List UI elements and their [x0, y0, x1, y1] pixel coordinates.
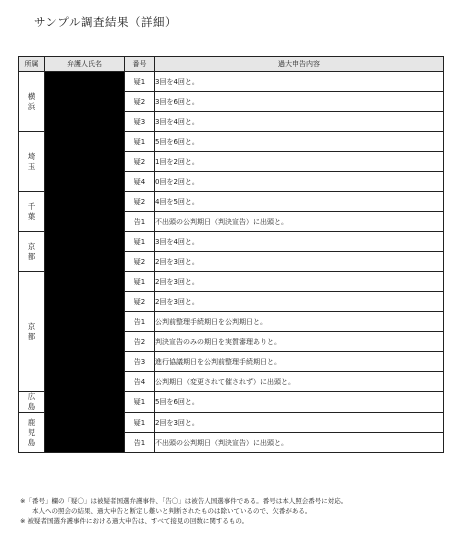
location-char: 鹿	[27, 417, 36, 427]
location-char: 玉	[27, 161, 36, 171]
location-cell	[19, 413, 45, 453]
location-cell	[19, 272, 45, 392]
number-cell: 疑1	[125, 232, 155, 252]
number-cell: 疑2	[125, 292, 155, 312]
location-cell	[19, 232, 45, 272]
content-cell: 2回を3回と。	[155, 413, 444, 433]
page-title: サンプル調査結果（詳細）	[34, 15, 177, 29]
content-cell: 3回を4回と。	[155, 72, 444, 92]
location-char: 浜	[27, 101, 36, 111]
number-cell: 疑2	[125, 252, 155, 272]
location-char: 葉	[27, 211, 36, 221]
content-cell: 5回を6回と。	[155, 392, 444, 413]
content-cell: 3回を4回と。	[155, 232, 444, 252]
number-cell: 疑2	[125, 192, 155, 212]
location-cell	[19, 192, 45, 232]
number-cell: 疑2	[125, 152, 155, 172]
location-cell	[19, 132, 45, 192]
location-char: 京	[27, 321, 36, 331]
header-number: 番号	[125, 57, 155, 72]
footnote-2: 本人への照会の結果、過大申告と断定し難いと判断されたものは除いているので、欠番がある。	[32, 507, 312, 515]
content-cell: 4回を5回と。	[155, 192, 444, 212]
number-cell: 疑2	[125, 92, 155, 112]
content-cell: 2回を3回と。	[155, 252, 444, 272]
content-cell: 2回を3回と。	[155, 292, 444, 312]
header-content: 過大申告内容	[155, 57, 444, 72]
number-cell: 疑1	[125, 132, 155, 152]
number-cell: 告4	[125, 372, 155, 392]
location-char: 京	[27, 241, 36, 251]
results-table	[18, 56, 444, 453]
content-cell: 2回を3回と。	[155, 272, 444, 292]
redacted-name-cell	[45, 72, 125, 453]
number-cell: 疑1	[125, 72, 155, 92]
content-cell: 公判前整理手続期日を公判期日と。	[155, 312, 444, 332]
number-cell: 疑3	[125, 112, 155, 132]
content-cell: 公判期日（変更されて催されず）に出頭と。	[155, 372, 444, 392]
location-char: 島	[27, 437, 36, 447]
location-char: 広	[27, 392, 36, 401]
number-cell: 告1	[125, 433, 155, 453]
number-cell: 疑4	[125, 172, 155, 192]
content-cell: 進行協議期日を公判前整理手続期日と。	[155, 352, 444, 372]
number-cell: 疑1	[125, 272, 155, 292]
footnotes	[20, 496, 450, 526]
location-char: 島	[27, 402, 36, 411]
number-cell: 告3	[125, 352, 155, 372]
content-cell: 3回を4回と。	[155, 112, 444, 132]
content-cell: 不出頭の公判期日（判決宣告）に出頭と。	[155, 212, 444, 232]
content-cell: 1回を2回と。	[155, 152, 444, 172]
table-row	[19, 72, 444, 92]
content-cell: 不出頭の公判期日（判決宣告）に出頭と。	[155, 433, 444, 453]
content-cell: 3回を6回と。	[155, 92, 444, 112]
table-header-row	[19, 57, 444, 72]
location-char: 都	[27, 251, 36, 261]
location-cell	[19, 72, 45, 132]
location-char: 横	[27, 91, 36, 101]
number-cell: 告2	[125, 332, 155, 352]
footnote-3: ※ 被疑者国選弁護事件における過大申告は、すべて接見の回数に関するもの。	[20, 517, 249, 525]
header-location: 所属	[19, 57, 45, 72]
location-cell	[19, 392, 45, 413]
content-cell: 判決宣告のみの期日を実質審理ありと。	[155, 332, 444, 352]
number-cell: 告1	[125, 312, 155, 332]
header-lawyer-name: 弁護人氏名	[45, 57, 125, 72]
number-cell: 疑1	[125, 392, 155, 413]
location-char: 埼	[27, 151, 36, 161]
footnote-1: ※「番号」欄の「疑〇」は被疑者国選弁護事件、「告〇」は被告人国選事件である。番号は本人照会番号に対応。	[20, 497, 348, 505]
number-cell: 告1	[125, 212, 155, 232]
content-cell: 5回を6回と。	[155, 132, 444, 152]
location-char: 都	[27, 331, 36, 341]
number-cell: 疑1	[125, 413, 155, 433]
location-char: 千	[27, 201, 36, 211]
location-char: 児	[27, 427, 36, 437]
content-cell: 0回を2回と。	[155, 172, 444, 192]
